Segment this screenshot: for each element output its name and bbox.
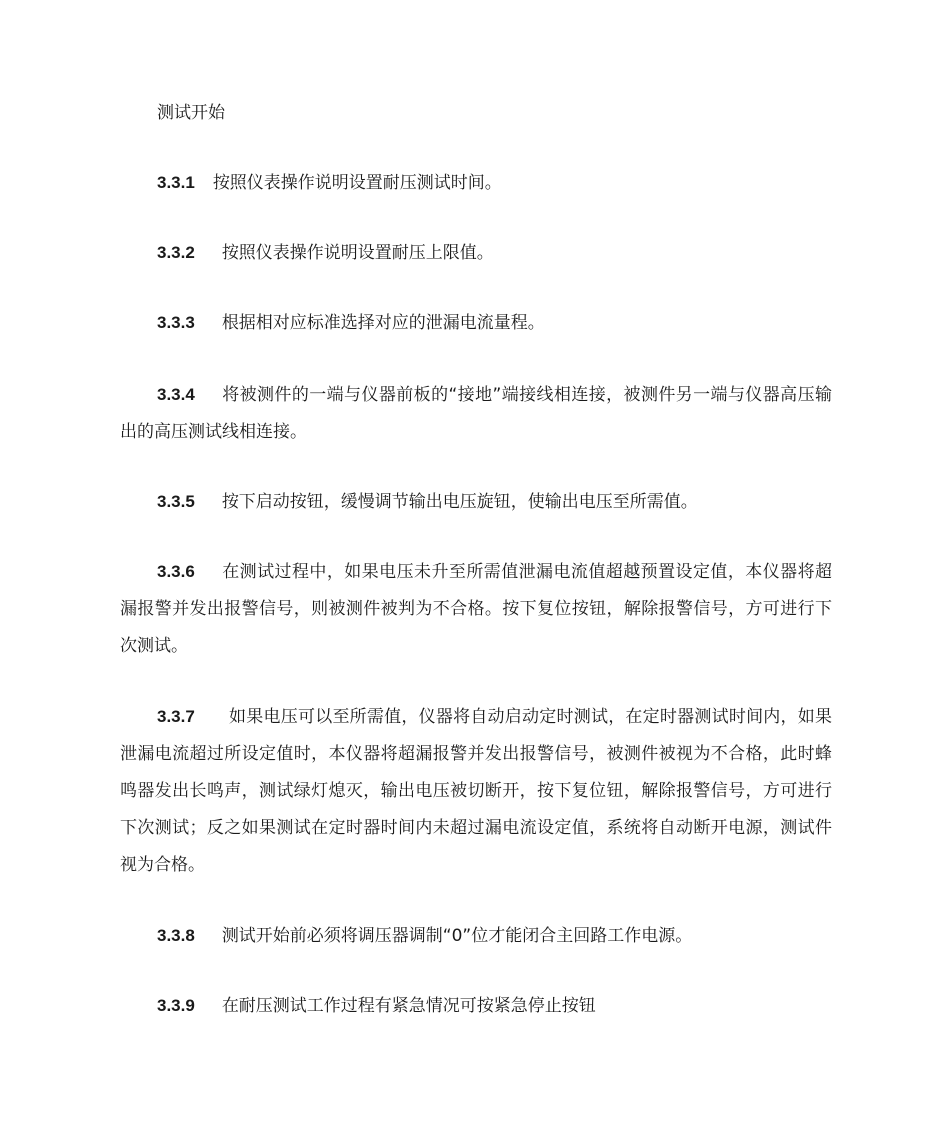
clause-3-3-6 bbox=[120, 553, 832, 665]
clause-number: 3.3.6 bbox=[157, 562, 195, 581]
clause-text: 测试开始前必须将调压器调制“0”位才能闭合主回路工作电源。 bbox=[221, 926, 693, 946]
clause-text: 在耐压测试工作过程有紧急情况可按紧急停止按钮 bbox=[221, 996, 596, 1016]
clause-text: 按下启动按钮，缓慢调节输出电压旋钮，使输出电压至所需值。 bbox=[221, 492, 698, 512]
clause-text: 根据相对应标准选择对应的泄漏电流量程。 bbox=[221, 313, 545, 333]
clause-number: 3.3.2 bbox=[157, 243, 195, 262]
clause-text: 如果电压可以至所需值，仪器将自动启动定时测试，在定时器测试时间内，如果泄漏电流超过所设定值时，本仪器将超漏报警并发出报警信号，被测件被视为不合格，此时蜂鸣器发出长鸣声，测试绿灯熄灭，输出电压被切断开，按下复位钮，解除报警信号，方可进行下次测试；反之如果测试在定时器时间内未超过漏电流设定值，系统将自动断开电源，测试件视为合格。 bbox=[120, 707, 832, 875]
clause-text: 在测试过程中，如果电压未升至所需值泄漏电流值超越预置设定值，本仪器将超漏报警并发出报警信号，则被测件被判为不合格。按下复位按钮，解除报警信号，方可进行下次测试。 bbox=[120, 562, 832, 656]
clause-3-3-8 bbox=[120, 917, 832, 955]
clause-number: 3.3.1 bbox=[157, 173, 195, 192]
clause-3-3-3 bbox=[120, 304, 832, 342]
clause-3-3-4 bbox=[120, 376, 832, 451]
clause-number: 3.3.9 bbox=[157, 996, 195, 1015]
clause-number: 3.3.7 bbox=[157, 707, 195, 726]
clause-3-3-2 bbox=[120, 234, 832, 272]
clause-3-3-1 bbox=[120, 164, 832, 202]
clause-3-3-7 bbox=[120, 698, 832, 884]
clause-text: 按照仪表操作说明设置耐压测试时间。 bbox=[212, 173, 502, 193]
section-heading: 测试开始 bbox=[157, 103, 225, 123]
clause-3-3-5 bbox=[120, 483, 832, 521]
clause-text: 将被测件的一端与仪器前板的“接地”端接线相连接，被测件另一端与仪器高压输出的高压测试线相连接。 bbox=[120, 385, 832, 442]
clause-text: 按照仪表操作说明设置耐压上限值。 bbox=[221, 243, 494, 263]
clause-number: 3.3.5 bbox=[157, 492, 195, 511]
clause-number: 3.3.8 bbox=[157, 926, 195, 945]
clause-number: 3.3.3 bbox=[157, 313, 195, 332]
clause-number: 3.3.4 bbox=[157, 385, 195, 404]
clause-3-3-9 bbox=[120, 987, 832, 1025]
